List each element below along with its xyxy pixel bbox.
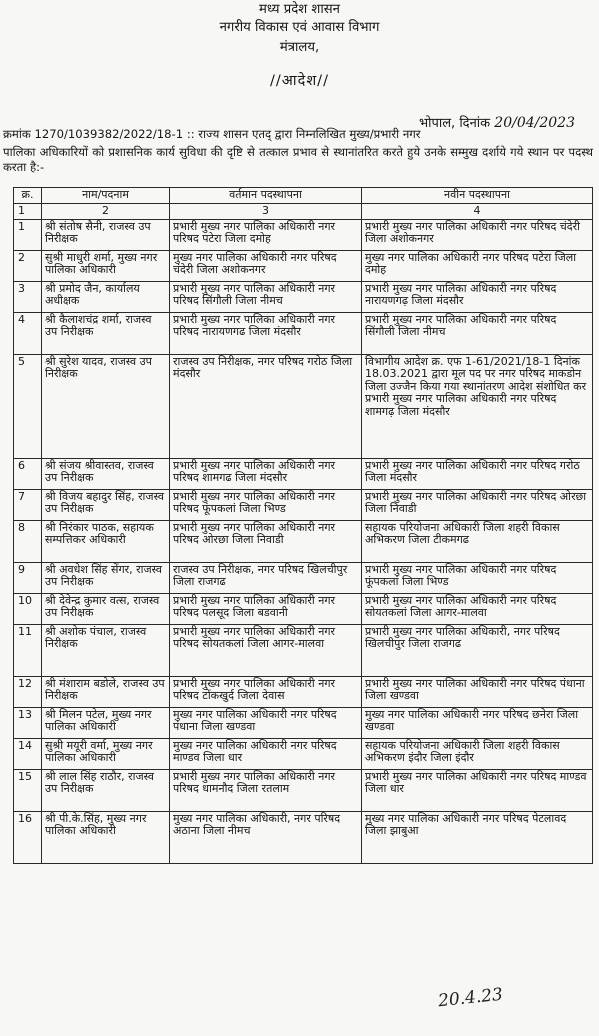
header-row — [14, 188, 593, 204]
row-name: सुश्री मयूरी वर्मा, मुख्य नगर पालिका अधिकारी — [42, 738, 170, 769]
row-current-posting: प्रभारी मुख्य नगर पालिका अधिकारी नगर परिषद सिंगौली जिला नीमच — [170, 281, 362, 312]
reference-number: 1270/1039382/2022/18-1 — [34, 127, 184, 141]
place-date-prefix: भोपाल, दिनांक — [418, 116, 491, 131]
row-serial: 15 — [14, 769, 42, 811]
table-row — [14, 769, 593, 811]
row-current-posting: मुख्य नगर पालिका अधिकारी, नगर परिषद अठाना जिला नीमच — [170, 811, 362, 863]
table-row — [14, 811, 593, 863]
row-name: श्री लाल सिंह राठौर, राजस्व उप निरीक्षक — [42, 769, 170, 811]
column-number-row — [14, 203, 593, 219]
row-current-posting: प्रभारी मुख्य नगर पालिका अधिकारी नगर परिषद ओरछा जिला निवाडी — [170, 520, 362, 562]
intro-paragraph: पालिका अधिकारियों को प्रशासनिक कार्य सुविधा की दृष्टि से तत्काल प्रभाव से स्थानांतरित करते हुये उनके सम्मुख दर्शाये गये स्थान पर पदस्थ करता है:- — [3, 145, 593, 174]
table-row — [14, 354, 593, 458]
row-serial: 12 — [14, 676, 42, 707]
row-serial: 1 — [14, 219, 42, 250]
table-row — [14, 707, 593, 738]
row-name: श्री प्रमोद जैन, कार्यालय अधीक्षक — [42, 281, 170, 312]
row-name: श्री अवधेश सिंह सेंगर, राजस्व उप निरीक्षक — [42, 562, 170, 593]
signature-date: 20.4.23 — [437, 984, 504, 1012]
table-row — [14, 281, 593, 312]
row-serial: 5 — [14, 354, 42, 458]
row-new-posting: प्रभारी मुख्य नगर पालिका अधिकारी नगर परिषद ओरछा जिला निवाडी — [362, 489, 593, 520]
row-current-posting: मुख्य नगर पालिका अधिकारी नगर परिषद पंधाना जिला खण्डवा — [170, 707, 362, 738]
transfer-table — [13, 187, 593, 864]
row-new-posting: प्रभारी मुख्य नगर पालिका अधिकारी नगर परिषद गरोठ जिला मंदसौर — [362, 458, 593, 489]
order-title: //आदेश// — [270, 73, 329, 89]
row-name: श्री देवेन्द्र कुमार वत्स, राजस्व उप निरीक्षक — [42, 593, 170, 624]
table-row — [14, 312, 593, 354]
header-new-posting: नवीन पदस्थापना — [362, 188, 593, 204]
row-name: श्री संजय श्रीवास्तव, राजस्व उप निरीक्षक — [42, 458, 170, 489]
table-row — [14, 520, 593, 562]
header-name: नाम/पदनाम — [42, 188, 170, 204]
reference-label: क्रमांक — [3, 127, 31, 141]
ministry-heading: मंत्रालय, — [279, 40, 320, 55]
table-body — [14, 219, 593, 863]
row-name: श्री संतोष सैनी, राजस्व उप निरीक्षक — [42, 219, 170, 250]
row-serial: 4 — [14, 312, 42, 354]
row-name: सुश्री माधुरी शर्मा, मुख्य नगर पालिका अधिकारी — [42, 250, 170, 281]
row-current-posting: प्रभारी मुख्य नगर पालिका अधिकारी नगर परिषद धामनौद जिला रतलाम — [170, 769, 362, 811]
row-new-posting: मुख्य नगर पालिका अधिकारी नगर परिषद छनेरा जिला खण्डवा — [362, 707, 593, 738]
row-new-posting: प्रभारी मुख्य नगर पालिका अधिकारी नगर परिषद सोयतकलां जिला आगर-मालवा — [362, 593, 593, 624]
column-number: 4 — [362, 203, 593, 219]
row-current-posting: प्रभारी मुख्य नगर पालिका अधिकारी नगर परिषद पटेरा जिला दमोह — [170, 219, 362, 250]
row-serial: 16 — [14, 811, 42, 863]
row-serial: 2 — [14, 250, 42, 281]
row-new-posting: प्रभारी मुख्य नगर पालिका अधिकारी नगर परिषद पंधाना जिला खण्डवा — [362, 676, 593, 707]
row-serial: 8 — [14, 520, 42, 562]
table-row — [14, 738, 593, 769]
row-new-posting: विभागीय आदेश क्र. एफ 1-61/2021/18-1 दिनांक 18.03.2021 द्वारा मूल पद पर नगर परिषद माकडोन जिला उज्जैन किया गया स्थानांतरण आदेश संशोधित कर प्रभारी मुख्य नगर पालिका अधिकारी नगर परिषद शामगढ़ जिला मंदसौर — [362, 354, 593, 458]
row-name: श्री सुरेश यादव, राजस्व उप निरीक्षक — [42, 354, 170, 458]
row-new-posting: प्रभारी मुख्य नगर पालिका अधिकारी नगर परिषद फूंपकलां जिला भिण्ड — [362, 562, 593, 593]
table-header — [14, 188, 593, 220]
table-row — [14, 458, 593, 489]
row-current-posting: प्रभारी मुख्य नगर पालिका अधिकारी नगर परिषद टोंकखुर्द जिला देवास — [170, 676, 362, 707]
reference-text: :: राज्य शासन एतद् द्वारा निम्नलिखित मुख्य/प्रभारी नगर — [186, 127, 421, 141]
header-serial: क्र. — [14, 188, 42, 204]
row-serial: 7 — [14, 489, 42, 520]
row-current-posting: राजस्व उप निरीक्षक, नगर परिषद गरोठ जिला मंदसौर — [170, 354, 362, 458]
header-current-posting: वर्तमान पदस्थापना — [170, 188, 362, 204]
row-current-posting: प्रभारी मुख्य नगर पालिका अधिकारी नगर परिषद पलसूद जिला बडवानी — [170, 593, 362, 624]
table-row — [14, 489, 593, 520]
row-serial: 14 — [14, 738, 42, 769]
row-current-posting: प्रभारी मुख्य नगर पालिका अधिकारी नगर परिषद फूंपकलां जिला भिण्ड — [170, 489, 362, 520]
row-name: श्री कैलाशचंद्र शर्मा, राजस्व उप निरीक्षक — [42, 312, 170, 354]
row-name: श्री मंशाराम बडोले, राजस्व उप निरीक्षक — [42, 676, 170, 707]
row-current-posting: प्रभारी मुख्य नगर पालिका अधिकारी नगर परिषद नारायणगढ जिला मंदसौर — [170, 312, 362, 354]
row-serial: 6 — [14, 458, 42, 489]
row-serial: 10 — [14, 593, 42, 624]
row-name: श्री मिलन पटेल, मुख्य नगर पालिका अधिकारी — [42, 707, 170, 738]
row-new-posting: प्रभारी मुख्य नगर पालिका अधिकारी, नगर परिषद खिलचीपुर जिला राजगढ — [362, 624, 593, 676]
row-serial: 9 — [14, 562, 42, 593]
row-new-posting: सहायक परियोजना अधिकारी जिला शहरी विकास अभिकरण जिला टीकमगढ — [362, 520, 593, 562]
row-new-posting: सहायक परियोजना अधिकारी जिला शहरी विकास अभिकरण इंदौर जिला इंदौर — [362, 738, 593, 769]
row-new-posting: मुख्य नगर पालिका अधिकारी नगर परिषद पेटलावद जिला झाबुआ — [362, 811, 593, 863]
table-row — [14, 562, 593, 593]
row-current-posting: मुख्य नगर पालिका अधिकारी नगर परिषद चंदेरी जिला अशोकनगर — [170, 250, 362, 281]
row-current-posting: प्रभारी मुख्य नगर पालिका अधिकारी नगर परिषद सोयतकलां जिला आगर-मालवा — [170, 624, 362, 676]
order-date: 20/04/2023 — [494, 115, 575, 131]
table-row — [14, 593, 593, 624]
table-row — [14, 676, 593, 707]
row-new-posting: मुख्य नगर पालिका अधिकारी नगर परिषद पटेरा जिला दमोह — [362, 250, 593, 281]
column-number: 3 — [170, 203, 362, 219]
row-new-posting: प्रभारी मुख्य नगर पालिका अधिकारी नगर परिषद चंदेरी जिला अशोकनगर — [362, 219, 593, 250]
row-new-posting: प्रभारी मुख्य नगर पालिका अधिकारी नगर परिषद सिंगौली जिला नीमच — [362, 312, 593, 354]
row-current-posting: राजस्व उप निरीक्षक, नगर परिषद खिलचीपुर जिला राजगढ — [170, 562, 362, 593]
table-row — [14, 250, 593, 281]
row-serial: 11 — [14, 624, 42, 676]
row-new-posting: प्रभारी मुख्य नगर पालिका अधिकारी नगर परिषद माण्डव जिला धार — [362, 769, 593, 811]
column-number: 2 — [42, 203, 170, 219]
table-row — [14, 219, 593, 250]
row-name: श्री विजय बहादुर सिंह, राजस्व उप निरीक्षक — [42, 489, 170, 520]
row-name: श्री पी.के.सिंह, मुख्य नगर पालिका अधिकारी — [42, 811, 170, 863]
row-name: श्री अशोक पंचाल, राजस्व निरीक्षक — [42, 624, 170, 676]
handwritten-initials — [437, 985, 504, 1012]
reference-line — [3, 128, 596, 141]
row-serial: 3 — [14, 281, 42, 312]
row-name: श्री निरंकार पाठक, सहायक सम्पत्तिकर अधिकारी — [42, 520, 170, 562]
department-heading: नगरीय विकास एवं आवास विभाग — [219, 20, 380, 35]
row-current-posting: प्रभारी मुख्य नगर पालिका अधिकारी नगर परिषद शामगढ जिला मंदसौर — [170, 458, 362, 489]
government-heading: मध्य प्रदेश शासन — [259, 2, 340, 17]
column-number: 1 — [14, 203, 42, 219]
row-serial: 13 — [14, 707, 42, 738]
row-new-posting: प्रभारी मुख्य नगर पालिका अधिकारी नगर परिषद नारायणगढ़ जिला मंदसौर — [362, 281, 593, 312]
table-row — [14, 624, 593, 676]
row-current-posting: मुख्य नगर पालिका अधिकारी नगर परिषद माण्डव जिला धार — [170, 738, 362, 769]
